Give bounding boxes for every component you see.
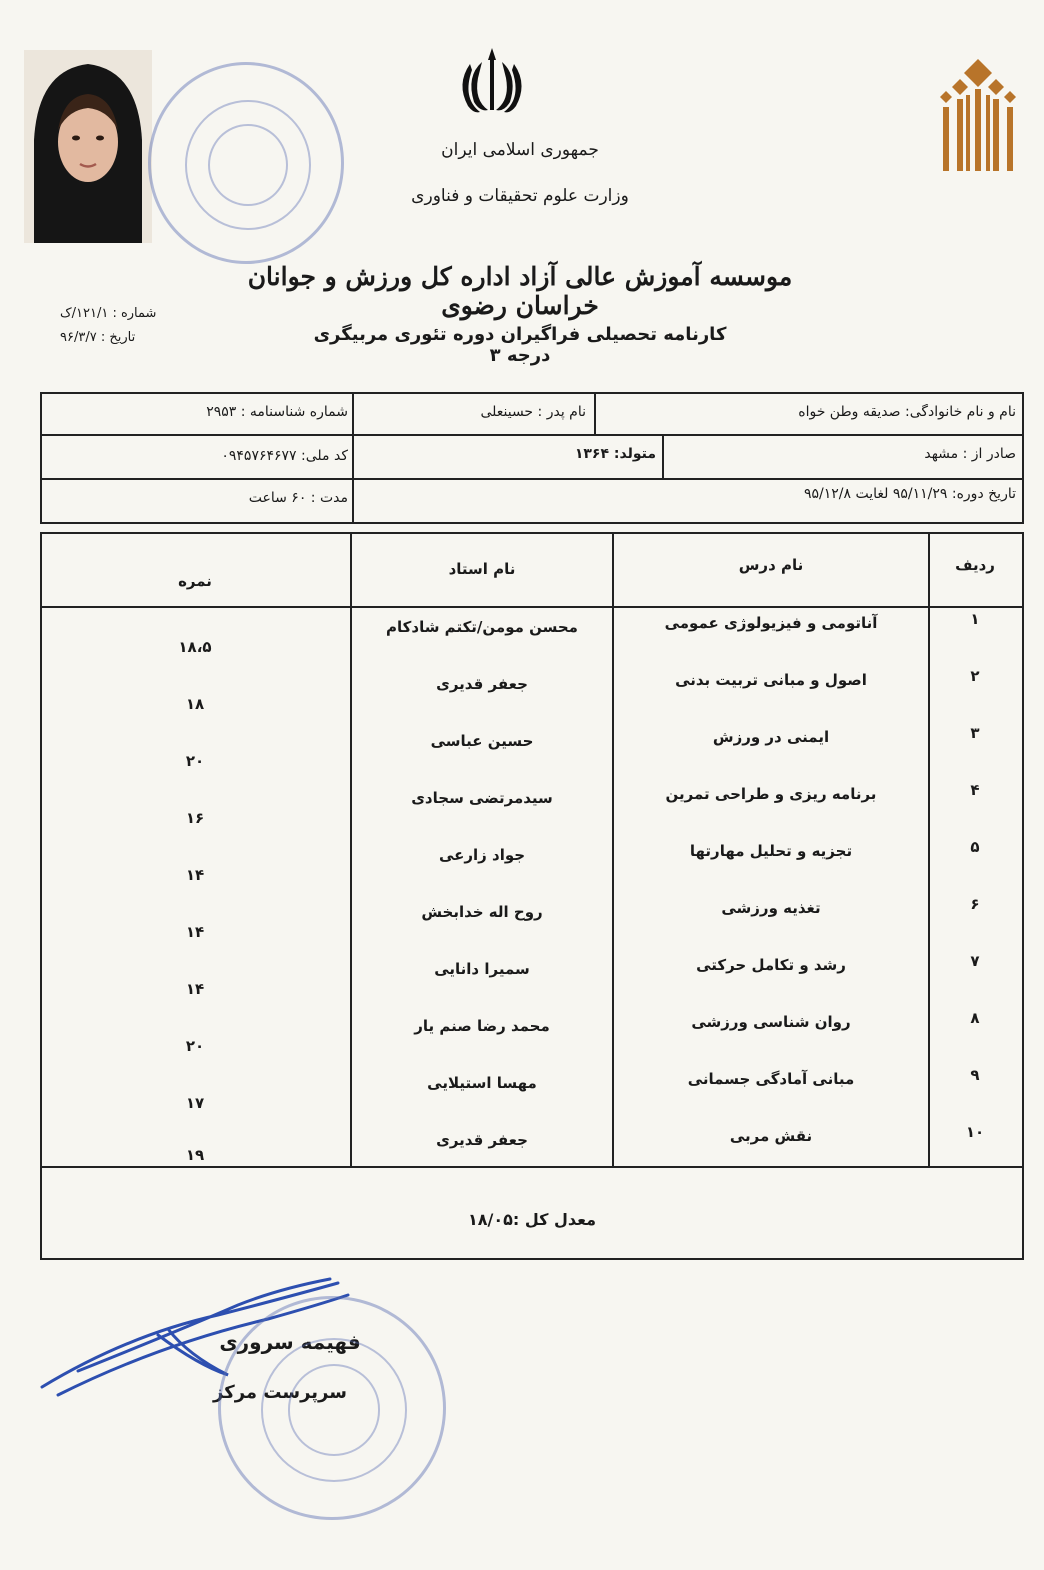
row-number: ۹ — [970, 1066, 980, 1084]
republic-title: جمهوری اسلامی ایران — [441, 140, 599, 160]
row-number: ۶ — [970, 895, 980, 913]
supervisor-name: فهیمه سروری — [219, 1330, 361, 1354]
teacher-name: محسن مومن/تکتم شادکام — [386, 618, 578, 636]
teacher-name: سیدمرتضی سجادی — [411, 789, 553, 807]
teacher-name: جعفر قدیری — [436, 675, 528, 693]
course-name: نقش مربی — [729, 1127, 813, 1145]
university-logo-icon — [938, 55, 1018, 215]
course-name: رشد و تکامل حرکتی — [696, 956, 846, 974]
student-info-table — [40, 392, 1024, 524]
row-number: ۱۰ — [965, 1123, 985, 1141]
header-row-number: ردیف — [955, 556, 995, 574]
grade-value: ۱۶ — [185, 809, 205, 827]
header-grade: نمره — [178, 572, 212, 590]
birth-year: متولد: ۱۳۶۴ — [574, 446, 656, 462]
overall-average: معدل کل :۱۸/۰۵ — [467, 1210, 597, 1229]
teacher-name: روح اله خدابخش — [421, 903, 543, 921]
course-name: تجزیه و تحلیل مهارتها — [689, 842, 853, 860]
grade-value: ۱۴ — [185, 866, 205, 884]
document-subtitle: کارنامه تحصیلی فراگیران دوره تئوری مربیگری درجه ۳ — [313, 324, 727, 366]
row-number: ۱ — [970, 610, 980, 628]
course-name: روان شناسی ورزشی — [691, 1013, 851, 1031]
grade-value: ۲۰ — [185, 752, 205, 770]
course-period: تاریخ دوره: ۹۵/۱۱/۲۹ لغایت ۹۵/۱۲/۸ — [803, 486, 1016, 502]
teacher-name: جواد زارعی — [438, 846, 526, 864]
row-number: ۳ — [970, 724, 980, 742]
institute-stamp-bottom — [218, 1296, 446, 1520]
institute-stamp-top — [148, 62, 344, 264]
course-name: آناتومی و فیزیولوژی عمومی — [664, 614, 878, 632]
header-teacher: نام استاد — [448, 560, 516, 578]
grade-value: ۱۹ — [185, 1146, 205, 1164]
iran-emblem-icon — [452, 40, 532, 120]
issued-place: صادر از : مشهد — [924, 446, 1016, 462]
course-name: ایمنی در ورزش — [712, 728, 830, 746]
row-number: ۸ — [970, 1009, 980, 1027]
grade-value: ۱۴ — [185, 980, 205, 998]
grade-value: ۱۸،۵ — [178, 638, 212, 656]
supervisor-title: سرپرست مرکز — [213, 1382, 347, 1403]
national-code: کد ملی: ۰۹۴۵۷۶۴۶۷۷ — [221, 448, 348, 464]
institute-title: موسسه آموزش عالی آزاد اداره کل ورزش و جوانان خراسان رضوی — [247, 262, 793, 320]
ministry-title: وزارت علوم تحقیقات و فناوری — [411, 186, 629, 206]
father-name: نام پدر : حسینعلی — [480, 404, 586, 420]
course-name: تغذیه ورزشی — [721, 899, 821, 917]
course-duration: مدت : ۶۰ ساعت — [248, 490, 348, 506]
teacher-name: مهسا استیلایی — [427, 1074, 537, 1092]
course-name: مبانی آمادگی جسمانی — [687, 1070, 855, 1088]
document-number: شماره : ۱۲۱/۱/ک — [60, 306, 157, 321]
grade-value: ۱۴ — [185, 923, 205, 941]
row-number: ۴ — [970, 781, 980, 799]
row-number: ۲ — [970, 667, 980, 685]
id-number: شماره شناسنامه : ۲۹۵۳ — [206, 404, 348, 420]
header-course: نام درس — [738, 556, 804, 574]
teacher-name: جعفر قدیری — [436, 1131, 528, 1149]
row-number: ۵ — [970, 838, 980, 856]
course-name: اصول و مبانی تربیت بدنی — [675, 671, 867, 689]
row-number: ۷ — [970, 952, 980, 970]
teacher-name: حسین عباسی — [430, 732, 534, 750]
student-name: نام و نام خانوادگی: صدیقه وطن خواه — [798, 404, 1016, 420]
student-photo — [24, 50, 152, 243]
grade-value: ۲۰ — [185, 1037, 205, 1055]
document-date: تاریخ : ۹۶/۳/۷ — [60, 330, 136, 345]
teacher-name: محمد رضا صنم یار — [414, 1017, 550, 1035]
teacher-name: سمیرا دانایی — [434, 960, 530, 978]
grade-value: ۱۸ — [185, 695, 205, 713]
grades-table — [40, 532, 1024, 1260]
course-name: برنامه ریزی و طراحی تمرین — [665, 785, 877, 803]
grade-value: ۱۷ — [185, 1094, 205, 1112]
